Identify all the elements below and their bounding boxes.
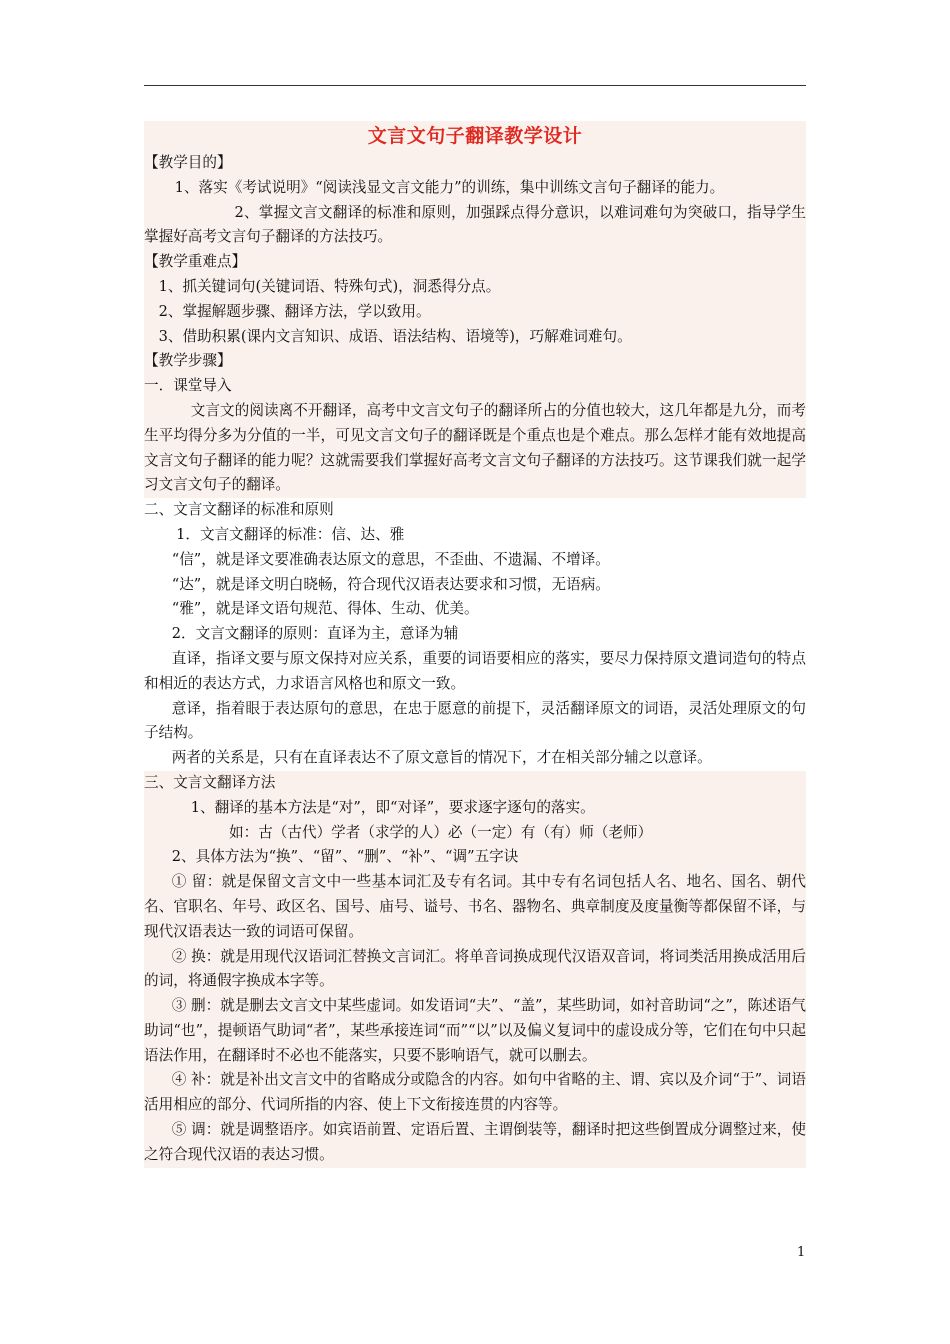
step2-heading: 二、文言文翻译的标准和原则 — [144, 501, 334, 519]
goals-item-1: 1、落实《考试说明》“阅读浅显文言文能力”的训练，集中训练文言句子翻译的能力。 — [174, 178, 725, 196]
keypoints-heading: 【教学重难点】 — [144, 253, 247, 271]
step3-specific: 2、具体方法为“换”、“留”、“删”、“补”、“调”五字诀 — [171, 848, 519, 866]
section-intro — [144, 121, 806, 498]
step3-example: 如：古（古代）学者（求学的人）必（一定）有（有）师（老师） — [229, 823, 653, 841]
step2-yiyi: 意译，指着眼于表达原句的意思，在忠于愿意的前提下，灵活翻译原文的词语，灵活处理原文的句子结构。 — [144, 699, 806, 742]
step2-ya: “雅”，就是译文语句规范、得体、生动、优美。 — [171, 600, 479, 618]
step2-xin: “信”，就是译文要准确表达原文的意思，不歪曲、不遗漏、不增译。 — [171, 550, 610, 568]
step3-huan: ② 换：就是用现代汉语词汇替换文言词汇。将单音词换成现代汉语双音词，将词类活用换成活用后的词，将通假字换成本字等。 — [144, 947, 806, 990]
step3-basic: 1、翻译的基本方法是“对”，即“对译”，要求逐字逐句的落实。 — [190, 798, 595, 816]
steps-heading: 【教学步骤】 — [144, 352, 232, 370]
step3-heading: 三、文言文翻译方法 — [144, 773, 276, 791]
step2-relation: 两者的关系是，只有在直译表达不了原文意旨的情况下，才在相关部分辅之以意译。 — [171, 749, 712, 767]
step2-principle: 2．文言文翻译的原则：直译为主，意译为辅 — [171, 625, 459, 643]
keypoints-item-2: 2、掌握解题步骤、翻译方法，学以致用。 — [158, 302, 431, 320]
step2-zhiyi: 直译，指译文要与原文保持对应关系，重要的词语要相应的落实，要尽力保持原文遣词造句的特点和相近的表达方式，力求语言风格也和原文一致。 — [144, 649, 806, 692]
section-methods — [144, 771, 806, 1168]
document-title: 文言文句子翻译教学设计 — [367, 125, 583, 147]
step3-shan: ③ 删：就是删去文言文中某些虚词。如发语词“夫”、“盖”，某些助词，如衬音助词“之”，陈述语气助词“也”，提顿语气助词“者”，某些承接连词“而”“以”以及偏义复词中的虚设成分等，它们在句中只起语法作用，在翻译时不必也不能落实，只要不影响语气，就可以删去。 — [144, 997, 806, 1064]
goals-item-2: 2、掌握文言文翻译的标准和原则，加强踩点得分意识，以难词难句为突破口，指导学生掌握好高考文言句子翻译的方法技巧。 — [144, 203, 806, 246]
step2-standard: 1．文言文翻译的标准：信、达、雅 — [176, 525, 405, 543]
step3-bu: ④ 补：就是补出文言文中的省略成分或隐含的内容。如句中省略的主、谓、宾以及介词“于”、词语活用相应的部分、代词所指的内容、使上下文衔接连贯的内容等。 — [144, 1071, 806, 1114]
step3-tiao: ⑤ 调：就是调整语序。如宾语前置、定语后置、主谓倒装等，翻译时把这些倒置成分调整过来，使之符合现代汉语的表达习惯。 — [144, 1121, 806, 1163]
step1-heading: 一．课堂导入 — [144, 377, 232, 395]
step2-da: “达”，就是译文明白晓畅，符合现代汉语表达要求和习惯，无语病。 — [171, 575, 610, 593]
step3-liu: ① 留：就是保留文言文中一些基本词汇及专有名词。其中专有名词包括人名、地名、国名、朝代名、官职名、年号、政区名、国号、庙号、谥号、书名、器物名、典章制度及度量衡等都保留不译，与现代汉语表达一致的词语可保留。 — [144, 873, 806, 940]
header-rule — [144, 85, 806, 86]
document-body — [144, 121, 806, 1168]
keypoints-item-3: 3、借助积累(课内文言知识、成语、语法结构、语境等)，巧解难词难句。 — [158, 327, 632, 345]
step1-text: 文言文的阅读离不开翻译，高考中文言文句子的翻译所占的分值也较大，这几年都是九分，而考生平均得分多为分值的一半，可见文言文句子的翻译既是个重点也是个难点。那么怎样才能有效地提高文言文句子翻译的能力呢？这就需要我们掌握好高考文言文句子翻译的方法技巧。这节课我们就一起学习文言文句子的翻译。 — [144, 401, 806, 494]
page-number: 1 — [797, 1245, 806, 1260]
goals-heading: 【教学目的】 — [144, 154, 232, 171]
keypoints-item-1: 1、抓关键词句(关键词语、特殊句式)，洞悉得分点。 — [158, 277, 501, 295]
